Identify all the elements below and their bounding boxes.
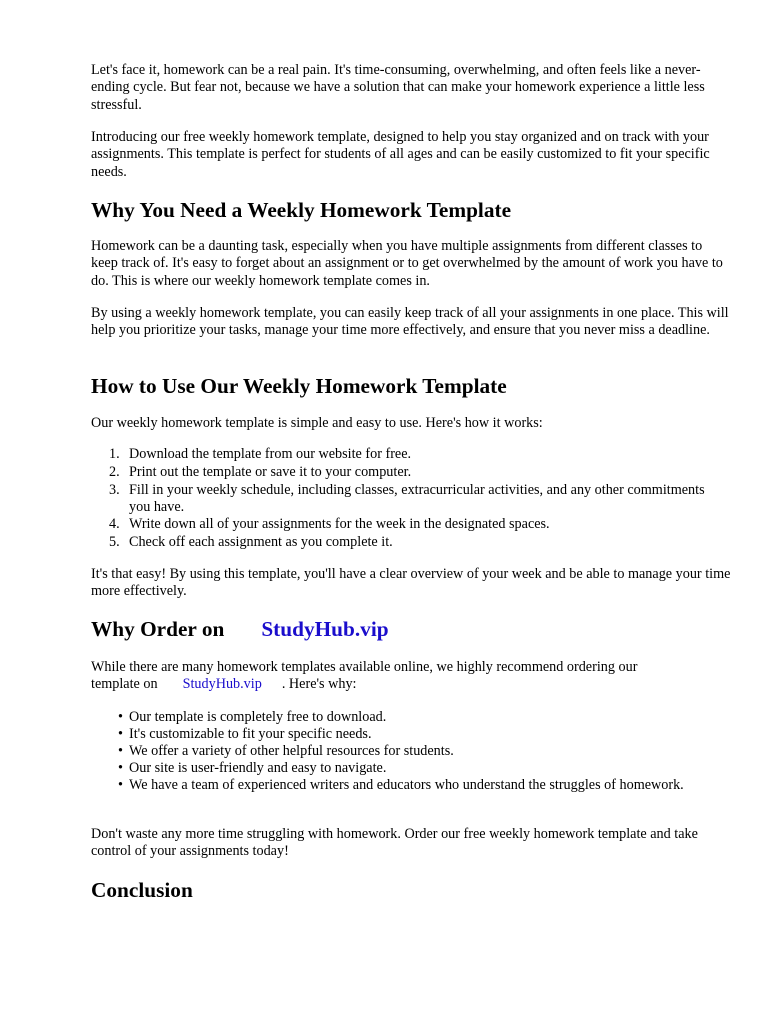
step-number: 2. bbox=[109, 464, 120, 480]
step-text: Download the template from our website for free. bbox=[129, 446, 412, 462]
step-item-3 bbox=[109, 482, 729, 517]
how-to-outro: It's that easy! By using this template, you'll have a clear overview of your week and be able to manage your time more effectively. bbox=[91, 566, 731, 600]
intro-paragraph-1: Let's face it, homework can be a real pain. It's time-consuming, overwhelming, and often feels like a never-ending cycle. But fear not, because we have a solution that can make your homework experience a little less stressful. bbox=[91, 62, 705, 113]
step-number: 4. bbox=[109, 516, 120, 532]
bullet-icon: • bbox=[118, 709, 123, 725]
studyhub-heading-link[interactable]: StudyHub.vip bbox=[261, 617, 389, 641]
step-item-4 bbox=[109, 516, 729, 533]
heading-how-to-use: How to Use Our Weekly Homework Template bbox=[91, 374, 507, 398]
step-item-1 bbox=[109, 446, 729, 463]
reason-item-3 bbox=[118, 743, 718, 760]
reason-item-2 bbox=[118, 726, 718, 743]
step-number: 1. bbox=[109, 446, 120, 462]
how-to-intro: Our weekly homework template is simple and easy to use. Here's how it works: bbox=[91, 415, 543, 431]
step-number: 3. bbox=[109, 482, 120, 498]
reason-text: Our template is completely free to download. bbox=[129, 709, 387, 725]
why-order-intro bbox=[91, 659, 731, 694]
step-text: Write down all of your assignments for the week in the designated spaces. bbox=[129, 516, 550, 532]
step-text: Check off each assignment as you complete it. bbox=[129, 534, 393, 550]
bullet-icon: • bbox=[118, 760, 123, 776]
step-text: Fill in your weekly schedule, including classes, extracurricular activities, and any other commitments you have. bbox=[129, 482, 705, 516]
heading-why-order-text: Why Order on bbox=[91, 617, 225, 641]
bullet-icon: • bbox=[118, 726, 123, 742]
why-order-intro-line1: While there are many homework templates available online, we highly recommend ordering our bbox=[91, 659, 638, 675]
reason-text: We have a team of experienced writers and educators who understand the struggles of homework. bbox=[129, 777, 684, 793]
heading-why-order bbox=[91, 617, 389, 641]
reason-item-4 bbox=[118, 760, 718, 777]
bullet-icon: • bbox=[118, 777, 123, 793]
heading-why-need: Why You Need a Weekly Homework Template bbox=[91, 198, 512, 222]
intro-paragraph-2: Introducing our free weekly homework template, designed to help you stay organized and on track with your assignments. This template is perfect for students of all ages and can be easily customized to fit your specific needs. bbox=[91, 129, 710, 180]
reason-text: Our site is user-friendly and easy to navigate. bbox=[129, 760, 387, 776]
reason-text: It's customizable to fit your specific needs. bbox=[129, 726, 372, 742]
why-need-paragraph-1: Homework can be a daunting task, especially when you have multiple assignments from different classes to keep track of. It's easy to forget about an assignment or to get overwhelmed by the amount of work you have to do. This is where our weekly homework template comes in. bbox=[91, 238, 723, 289]
why-order-intro-prefix: template on bbox=[91, 676, 158, 693]
reason-item-5 bbox=[118, 777, 718, 794]
heading-conclusion: Conclusion bbox=[91, 878, 193, 902]
step-item-5 bbox=[109, 534, 729, 551]
why-need-paragraph-2: By using a weekly homework template, you can easily keep track of all your assignments in one place. This will help you prioritize your tasks, manage your time more effectively, and ensure that you never miss a deadline. bbox=[91, 305, 729, 339]
step-text: Print out the template or save it to your computer. bbox=[129, 464, 412, 480]
why-order-outro: Don't waste any more time struggling with homework. Order our free weekly homework template and take control of your assignments today! bbox=[91, 826, 698, 860]
step-item-2 bbox=[109, 464, 729, 481]
why-order-intro-suffix: . Here's why: bbox=[281, 676, 357, 693]
reason-item-1 bbox=[118, 709, 718, 726]
studyhub-inline-link[interactable]: StudyHub.vip bbox=[182, 676, 262, 693]
step-number: 5. bbox=[109, 534, 120, 550]
bullet-icon: • bbox=[118, 743, 123, 759]
reason-text: We offer a variety of other helpful resources for students. bbox=[129, 743, 454, 759]
